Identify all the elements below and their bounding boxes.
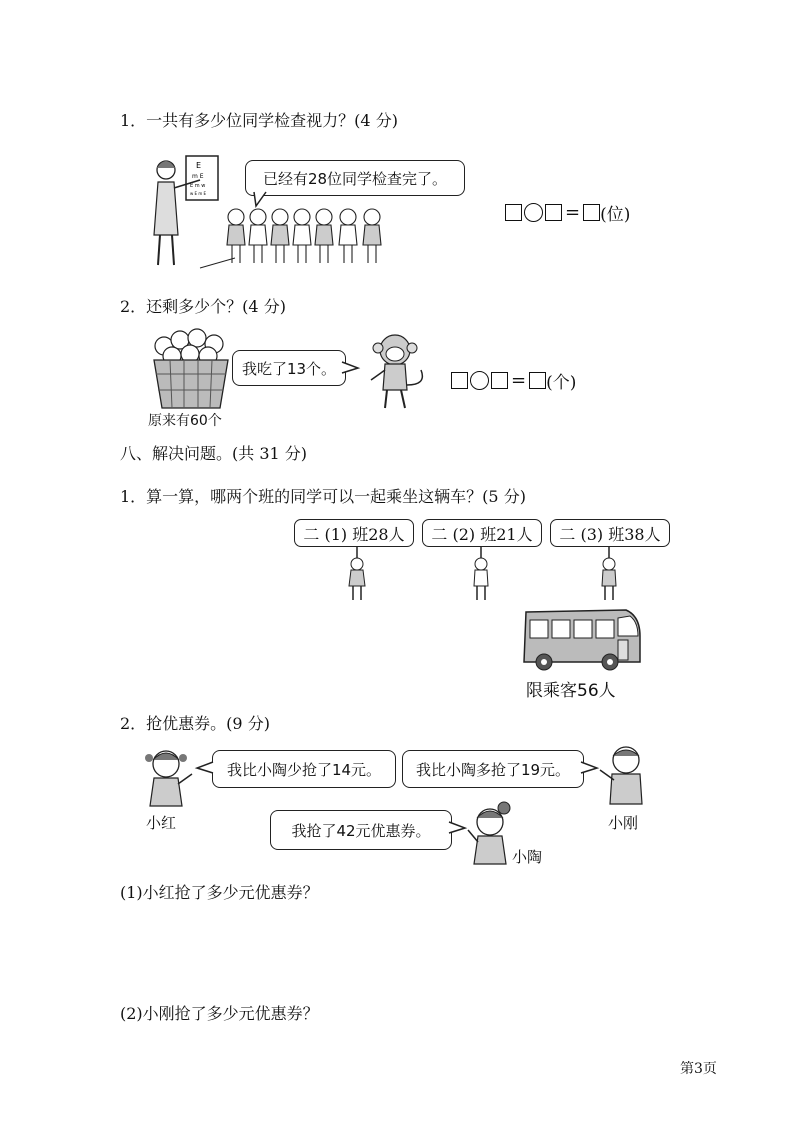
speech-bubble-xiaogang-text: 我比小陶多抢了19元。 — [415, 760, 571, 779]
answer-box[interactable] — [583, 204, 600, 221]
speech-bubble-xiaohong — [212, 750, 396, 788]
answer-box[interactable] — [451, 372, 468, 389]
equals-sign: = — [565, 202, 581, 223]
unit-label: (个) — [546, 373, 577, 393]
answer-equation-2 — [451, 368, 576, 393]
section-heading: 八、解决问题。(共 31 分) — [120, 444, 308, 463]
sub-question-1: (1)小红抢了多少元优惠券？ — [120, 883, 319, 902]
xiaogang-avatar — [598, 740, 650, 806]
answer-box[interactable] — [491, 372, 508, 389]
speech-bubble-tail — [196, 760, 214, 776]
children-row-illustration — [222, 205, 392, 270]
operator-circle[interactable] — [524, 203, 543, 222]
answer-box[interactable] — [545, 204, 562, 221]
speech-bubble-xiaotao-text: 我抢了42元优惠券。 — [291, 821, 431, 840]
question-1-text: 1．一共有多少位同学检查视力？(4 分) — [120, 111, 398, 130]
xiaogang-name: 小刚 — [608, 814, 639, 832]
child-holding-sign-icon — [340, 546, 374, 602]
answer-box[interactable] — [529, 372, 546, 389]
sub-question-2: (2)小刚抢了多少元优惠券？ — [120, 1004, 319, 1023]
operator-circle[interactable] — [470, 371, 489, 390]
equals-sign: = — [511, 370, 527, 391]
xiaotao-avatar — [466, 800, 518, 866]
xiaohong-avatar — [142, 744, 194, 808]
speech-bubble-tail — [448, 820, 466, 836]
speech-bubble-ate — [232, 350, 346, 386]
question-2-text: 2．还剩多少个？(4 分) — [120, 297, 286, 316]
monkey-icon — [365, 330, 430, 412]
speech-bubble-finished — [245, 160, 465, 196]
question-3-text: 1．算一算，哪两个班的同学可以一起乘坐这辆车？(5 分) — [120, 487, 526, 506]
speech-bubble-tail — [252, 192, 272, 208]
child-holding-sign-icon — [592, 546, 626, 602]
bus-capacity-label: 限乘客56人 — [526, 681, 616, 701]
xiaotao-name: 小陶 — [512, 848, 543, 866]
page-number: 第3页 — [680, 1061, 717, 1077]
speech-bubble-tail — [580, 760, 598, 776]
answer-box[interactable] — [505, 204, 522, 221]
svg-text:E m w: E m w — [190, 183, 206, 189]
svg-text:m E: m E — [192, 173, 204, 180]
basket-label: 原来有60个 — [148, 413, 222, 429]
xiaohong-name: 小红 — [146, 814, 177, 832]
bus-icon — [522, 606, 644, 672]
speech-bubble-tail — [342, 360, 360, 376]
speech-bubble-xiaogang — [402, 750, 584, 788]
answer-equation-1 — [505, 200, 630, 225]
class-box-3: 二 (3) 班38人 — [550, 519, 670, 547]
unit-label: (位) — [600, 205, 631, 225]
speech-bubble-ate-text: 我吃了13个。 — [241, 359, 337, 378]
child-holding-sign-icon — [464, 546, 498, 602]
class-box-1: 二 (1) 班28人 — [294, 519, 414, 547]
speech-bubble-xiaotao — [270, 810, 452, 850]
speech-bubble-finished-text: 已经有28位同学检查完了。 — [262, 169, 448, 188]
class-box-2: 二 (2) 班21人 — [422, 519, 542, 547]
svg-text:E: E — [196, 161, 202, 170]
question-4-text: 2．抢优惠券。(9 分) — [120, 714, 270, 733]
speech-bubble-xiaohong-text: 我比小陶少抢了14元。 — [226, 760, 382, 779]
peach-basket-icon — [150, 322, 232, 410]
svg-text:w E m E: w E m E — [190, 191, 207, 196]
